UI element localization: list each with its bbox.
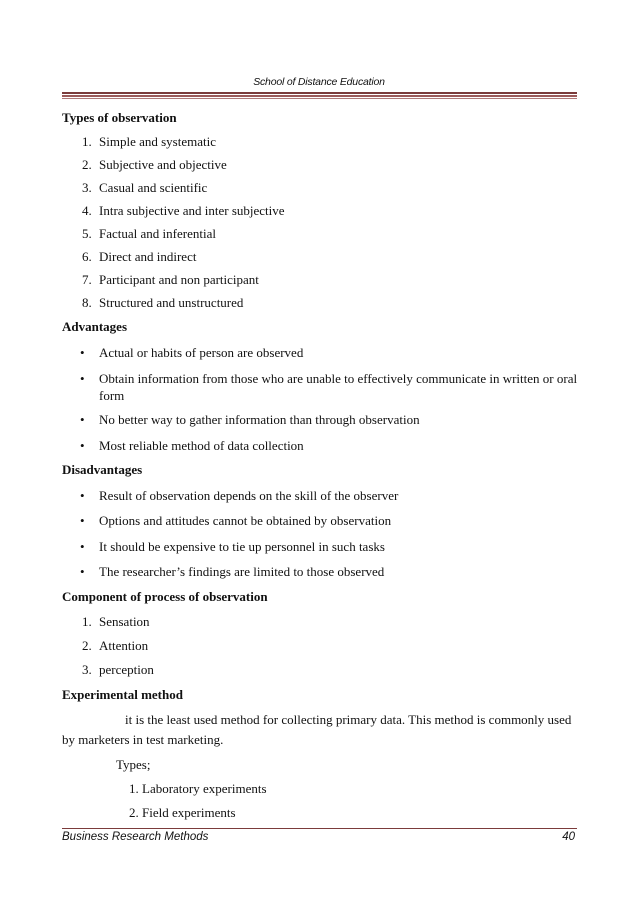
bullet-icon: •	[80, 488, 85, 503]
advantages-heading: Advantages	[62, 319, 128, 334]
types-num-4: 4.	[82, 203, 92, 218]
bullet-icon: •	[80, 371, 85, 386]
disadvantage-item-3: It should be expensive to tie up personnel in such tasks	[99, 539, 385, 554]
advantage-item-3: No better way to gather information than through observation	[99, 412, 420, 427]
bullet-icon: •	[80, 564, 85, 579]
advantage-item-2-cont: form	[99, 388, 125, 403]
component-item-3: perception	[99, 662, 154, 677]
advantage-item-1: Actual or habits of person are observed	[99, 345, 304, 360]
types-num-3: 3.	[82, 180, 92, 195]
component-num-1: 1.	[82, 614, 92, 629]
bullet-icon: •	[80, 345, 85, 360]
component-num-3: 3.	[82, 662, 92, 677]
experimental-paragraph-line-2: by marketers in test marketing.	[62, 732, 224, 747]
disadvantage-item-1: Result of observation depends on the skill of the observer	[99, 488, 399, 503]
types-item-7: Participant and non participant	[99, 272, 259, 287]
header-rule	[62, 92, 577, 100]
types-item-6: Direct and indirect	[99, 249, 197, 264]
disadvantage-item-4: The researcher’s findings are limited to those observed	[99, 564, 385, 579]
types-num-2: 2.	[82, 157, 92, 172]
types-num-5: 5.	[82, 226, 92, 241]
page-header-title: School of Distance Education	[253, 76, 385, 88]
page-number: 40	[562, 831, 575, 843]
advantage-item-2: Obtain information from those who are unable to effectively communicate in written or oral	[99, 371, 578, 386]
bullet-icon: •	[80, 539, 85, 554]
types-item-3: Casual and scientific	[99, 180, 208, 195]
component-item-2: Attention	[99, 638, 149, 653]
bullet-icon: •	[80, 412, 85, 427]
footer-course-title: Business Research Methods	[62, 831, 209, 843]
types-heading: Types of observation	[62, 110, 177, 125]
bullet-icon: •	[80, 513, 85, 528]
experimental-paragraph-line-1: it is the least used method for collecting primary data. This method is commonly used	[125, 712, 572, 727]
experimental-types-label: Types;	[116, 757, 151, 772]
component-num-2: 2.	[82, 638, 92, 653]
experimental-type-1: 1. Laboratory experiments	[129, 781, 267, 796]
experimental-heading: Experimental method	[62, 687, 183, 702]
types-num-6: 6.	[82, 249, 92, 264]
disadvantage-item-2: Options and attitudes cannot be obtained by observation	[99, 513, 392, 528]
disadvantages-heading: Disadvantages	[62, 462, 143, 477]
component-heading: Component of process of observation	[62, 589, 268, 604]
types-item-8: Structured and unstructured	[99, 295, 244, 310]
component-item-1: Sensation	[99, 614, 150, 629]
advantage-item-4: Most reliable method of data collection	[99, 438, 304, 453]
types-item-5: Factual and inferential	[99, 226, 216, 241]
types-num-8: 8.	[82, 295, 92, 310]
types-item-2: Subjective and objective	[99, 157, 227, 172]
experimental-type-2: 2. Field experiments	[129, 805, 236, 820]
footer-rule	[62, 828, 577, 829]
types-item-4: Intra subjective and inter subjective	[99, 203, 285, 218]
bullet-icon: •	[80, 438, 85, 453]
types-item-1: Simple and systematic	[99, 134, 216, 149]
types-num-1: 1.	[82, 134, 92, 149]
types-num-7: 7.	[82, 272, 92, 287]
